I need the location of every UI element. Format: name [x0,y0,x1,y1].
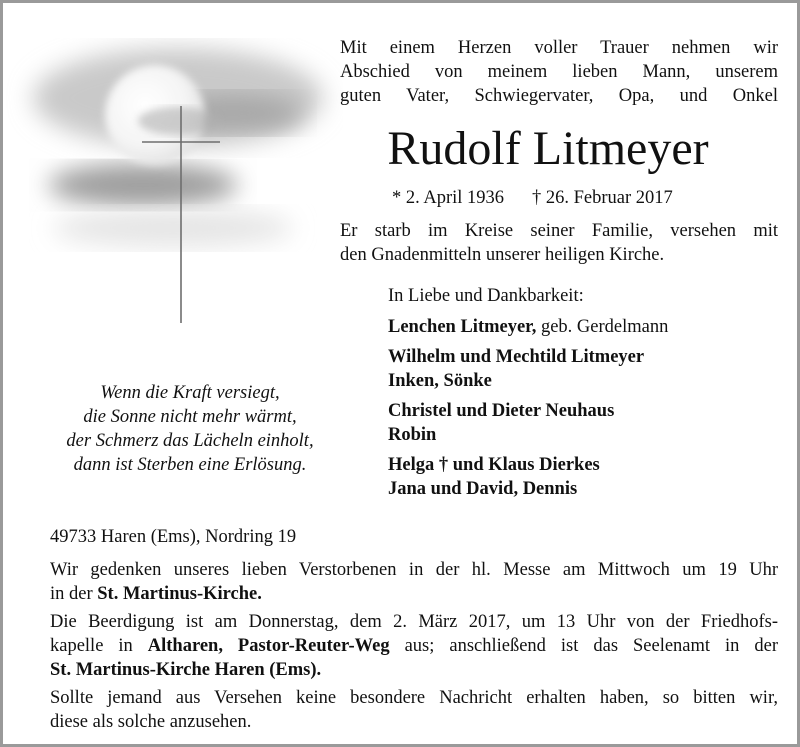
poem-line: die Sonne nicht mehr wärmt, [83,407,297,427]
church-name: St. Martinus-Kirche Haren (Ems). [50,660,322,680]
mourners-intro: In Liebe und Dankbarkeit: [388,286,584,306]
death-note-line: Er starb im Kreise seiner Familie, versehen mit [340,221,778,241]
poem-line: dann ist Sterben eine Erlösung. [73,455,307,475]
poem [30,381,350,477]
widow-name: Lenchen Litmeyer, [388,317,537,337]
mourner-family: Helga † und Klaus Dierkes [388,455,600,475]
mourners-list [388,284,668,501]
mourner-children: Robin [388,425,437,445]
mourner-children: Jana und David, Dennis [388,479,578,499]
poem-line: der Schmerz das Lächeln einholt, [66,431,314,451]
mourner-family: Christel und Dieter Neuhaus [388,401,615,421]
mourner-children: Inken, Sönke [388,371,492,391]
death-note [340,219,778,267]
chapel-location: Altharen, Pastor-Reuter-Weg [147,636,390,656]
closing-line: diese als solche anzusehen. [50,712,252,732]
text: aus; anschließend ist das Seelenamt in der [404,636,778,656]
text: kapelle in [50,636,133,656]
widow-maiden-name: geb. Gerdelmann [540,317,669,337]
intro-line: Mit einem Herzen voller Trauer nehmen wir [340,38,778,58]
death-note-line: den Gnadenmitteln unserer heiligen Kirche. [340,245,665,265]
intro-line: Abschied von meinem lieben Mann, unserem [340,62,778,82]
mourner-family: Wilhelm und Mechtild Litmeyer [388,347,645,367]
moon-cross-illustration [3,3,343,323]
closing-line: Sollte jemand aus Versehen keine besondere Nachricht erhalten haben, so bitten wir, [50,688,778,708]
mass-line [50,582,778,606]
church-name: St. Martinus-Kirche. [97,584,262,604]
mass-line: Wir gedenken unseres lieben Verstorbenen in der hl. Messe am Mittwoch um 19 Uhr [50,560,778,580]
birth-date: * 2. April 1936 [392,188,505,208]
text: in der [50,584,93,604]
mourner-widow [388,315,668,339]
intro-line: guten Vater, Schwiegervater, Opa, und Onkel [340,86,778,106]
deceased-name: Rudolf Litmeyer [387,122,709,175]
funeral-line [50,634,778,658]
poem-line: Wenn die Kraft versiegt, [100,383,280,403]
funeral-line: Die Beerdigung ist am Donnerstag, dem 2. März 2017, um 13 Uhr von der Friedhofs- [50,612,778,632]
intro-text [340,36,778,108]
service-details [50,558,778,734]
obituary-notice [3,3,797,744]
death-date: † 26. Februar 2017 [532,188,673,208]
address: 49733 Haren (Ems), Nordring 19 [50,527,297,547]
